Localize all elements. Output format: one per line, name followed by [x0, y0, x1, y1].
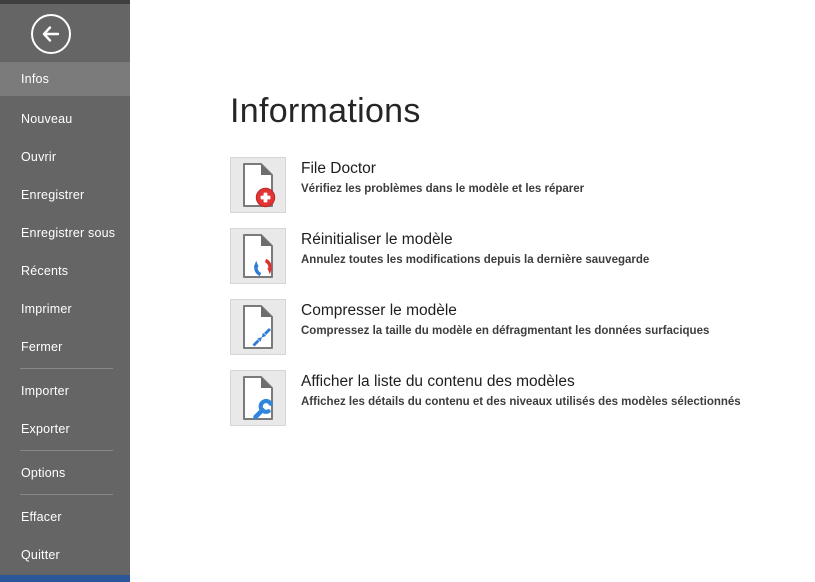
action-compress-model[interactable] [230, 299, 795, 355]
sidebar-item-label: Récents [21, 264, 69, 278]
sidebar-item-ouvrir[interactable] [0, 138, 130, 176]
action-file-doctor[interactable] [230, 157, 795, 213]
sidebar-item-options[interactable] [0, 454, 130, 492]
sidebar-item-label: Ouvrir [21, 150, 57, 164]
sidebar-item-imprimer[interactable] [0, 290, 130, 328]
action-text [301, 299, 709, 339]
backstage-sidebar [0, 0, 130, 582]
bottom-accent-bar [0, 575, 130, 582]
sidebar-item-label: Importer [21, 384, 70, 398]
sidebar-item-label: Enregistrer sous [21, 226, 116, 240]
info-pane [130, 0, 815, 582]
sidebar-item-recents[interactable] [0, 252, 130, 290]
sidebar-nav [0, 62, 130, 574]
sidebar-item-label: Options [21, 466, 66, 480]
action-title: File Doctor [301, 160, 376, 177]
sidebar-item-label: Effacer [21, 510, 62, 524]
action-text [301, 228, 649, 268]
action-description: Compressez la taille du modèle en défragmentant les données surfaciques [301, 325, 710, 337]
sidebar-divider [20, 494, 113, 495]
sidebar-divider [20, 368, 113, 369]
document-repair-icon [230, 157, 286, 213]
document-compress-icon [230, 299, 286, 355]
sidebar-item-label: Nouveau [21, 112, 73, 126]
action-model-contents[interactable] [230, 370, 795, 426]
sidebar-item-label: Imprimer [21, 302, 72, 316]
action-title: Réinitialiser le modèle [301, 231, 453, 248]
action-description: Vérifiez les problèmes dans le modèle et les réparer [301, 183, 585, 195]
sidebar-item-label: Exporter [21, 422, 70, 436]
sidebar-item-label: Fermer [21, 340, 63, 354]
sidebar-divider [20, 450, 113, 451]
sidebar-item-label: Quitter [21, 548, 60, 562]
sidebar-item-infos[interactable] [0, 62, 130, 96]
document-reset-icon [230, 228, 286, 284]
action-text [301, 157, 584, 197]
back-arrow-icon [40, 23, 62, 45]
sidebar-item-effacer[interactable] [0, 498, 130, 536]
sidebar-item-nouveau[interactable] [0, 100, 130, 138]
sidebar-item-enregistrer-sous[interactable] [0, 214, 130, 252]
sidebar-item-label: Enregistrer [21, 188, 85, 202]
back-button[interactable] [31, 14, 71, 54]
action-title: Compresser le modèle [301, 302, 457, 319]
action-description: Affichez les détails du contenu et des niveaux utilisés des modèles sélectionnés [301, 396, 741, 408]
action-reset-model[interactable] [230, 228, 795, 284]
sidebar-item-fermer[interactable] [0, 328, 130, 366]
sidebar-item-label: Infos [21, 72, 50, 86]
sidebar-item-importer[interactable] [0, 372, 130, 410]
info-actions-list [230, 157, 795, 426]
action-description: Annulez toutes les modifications depuis la dernière sauvegarde [301, 254, 650, 266]
sidebar-item-quitter[interactable] [0, 536, 130, 574]
action-text [301, 370, 741, 410]
back-area [0, 4, 130, 62]
page-title: Informations [230, 92, 421, 130]
action-title: Afficher la liste du contenu des modèles [301, 373, 575, 390]
sidebar-item-enregistrer[interactable] [0, 176, 130, 214]
document-contents-icon [230, 370, 286, 426]
sidebar-item-exporter[interactable] [0, 410, 130, 448]
